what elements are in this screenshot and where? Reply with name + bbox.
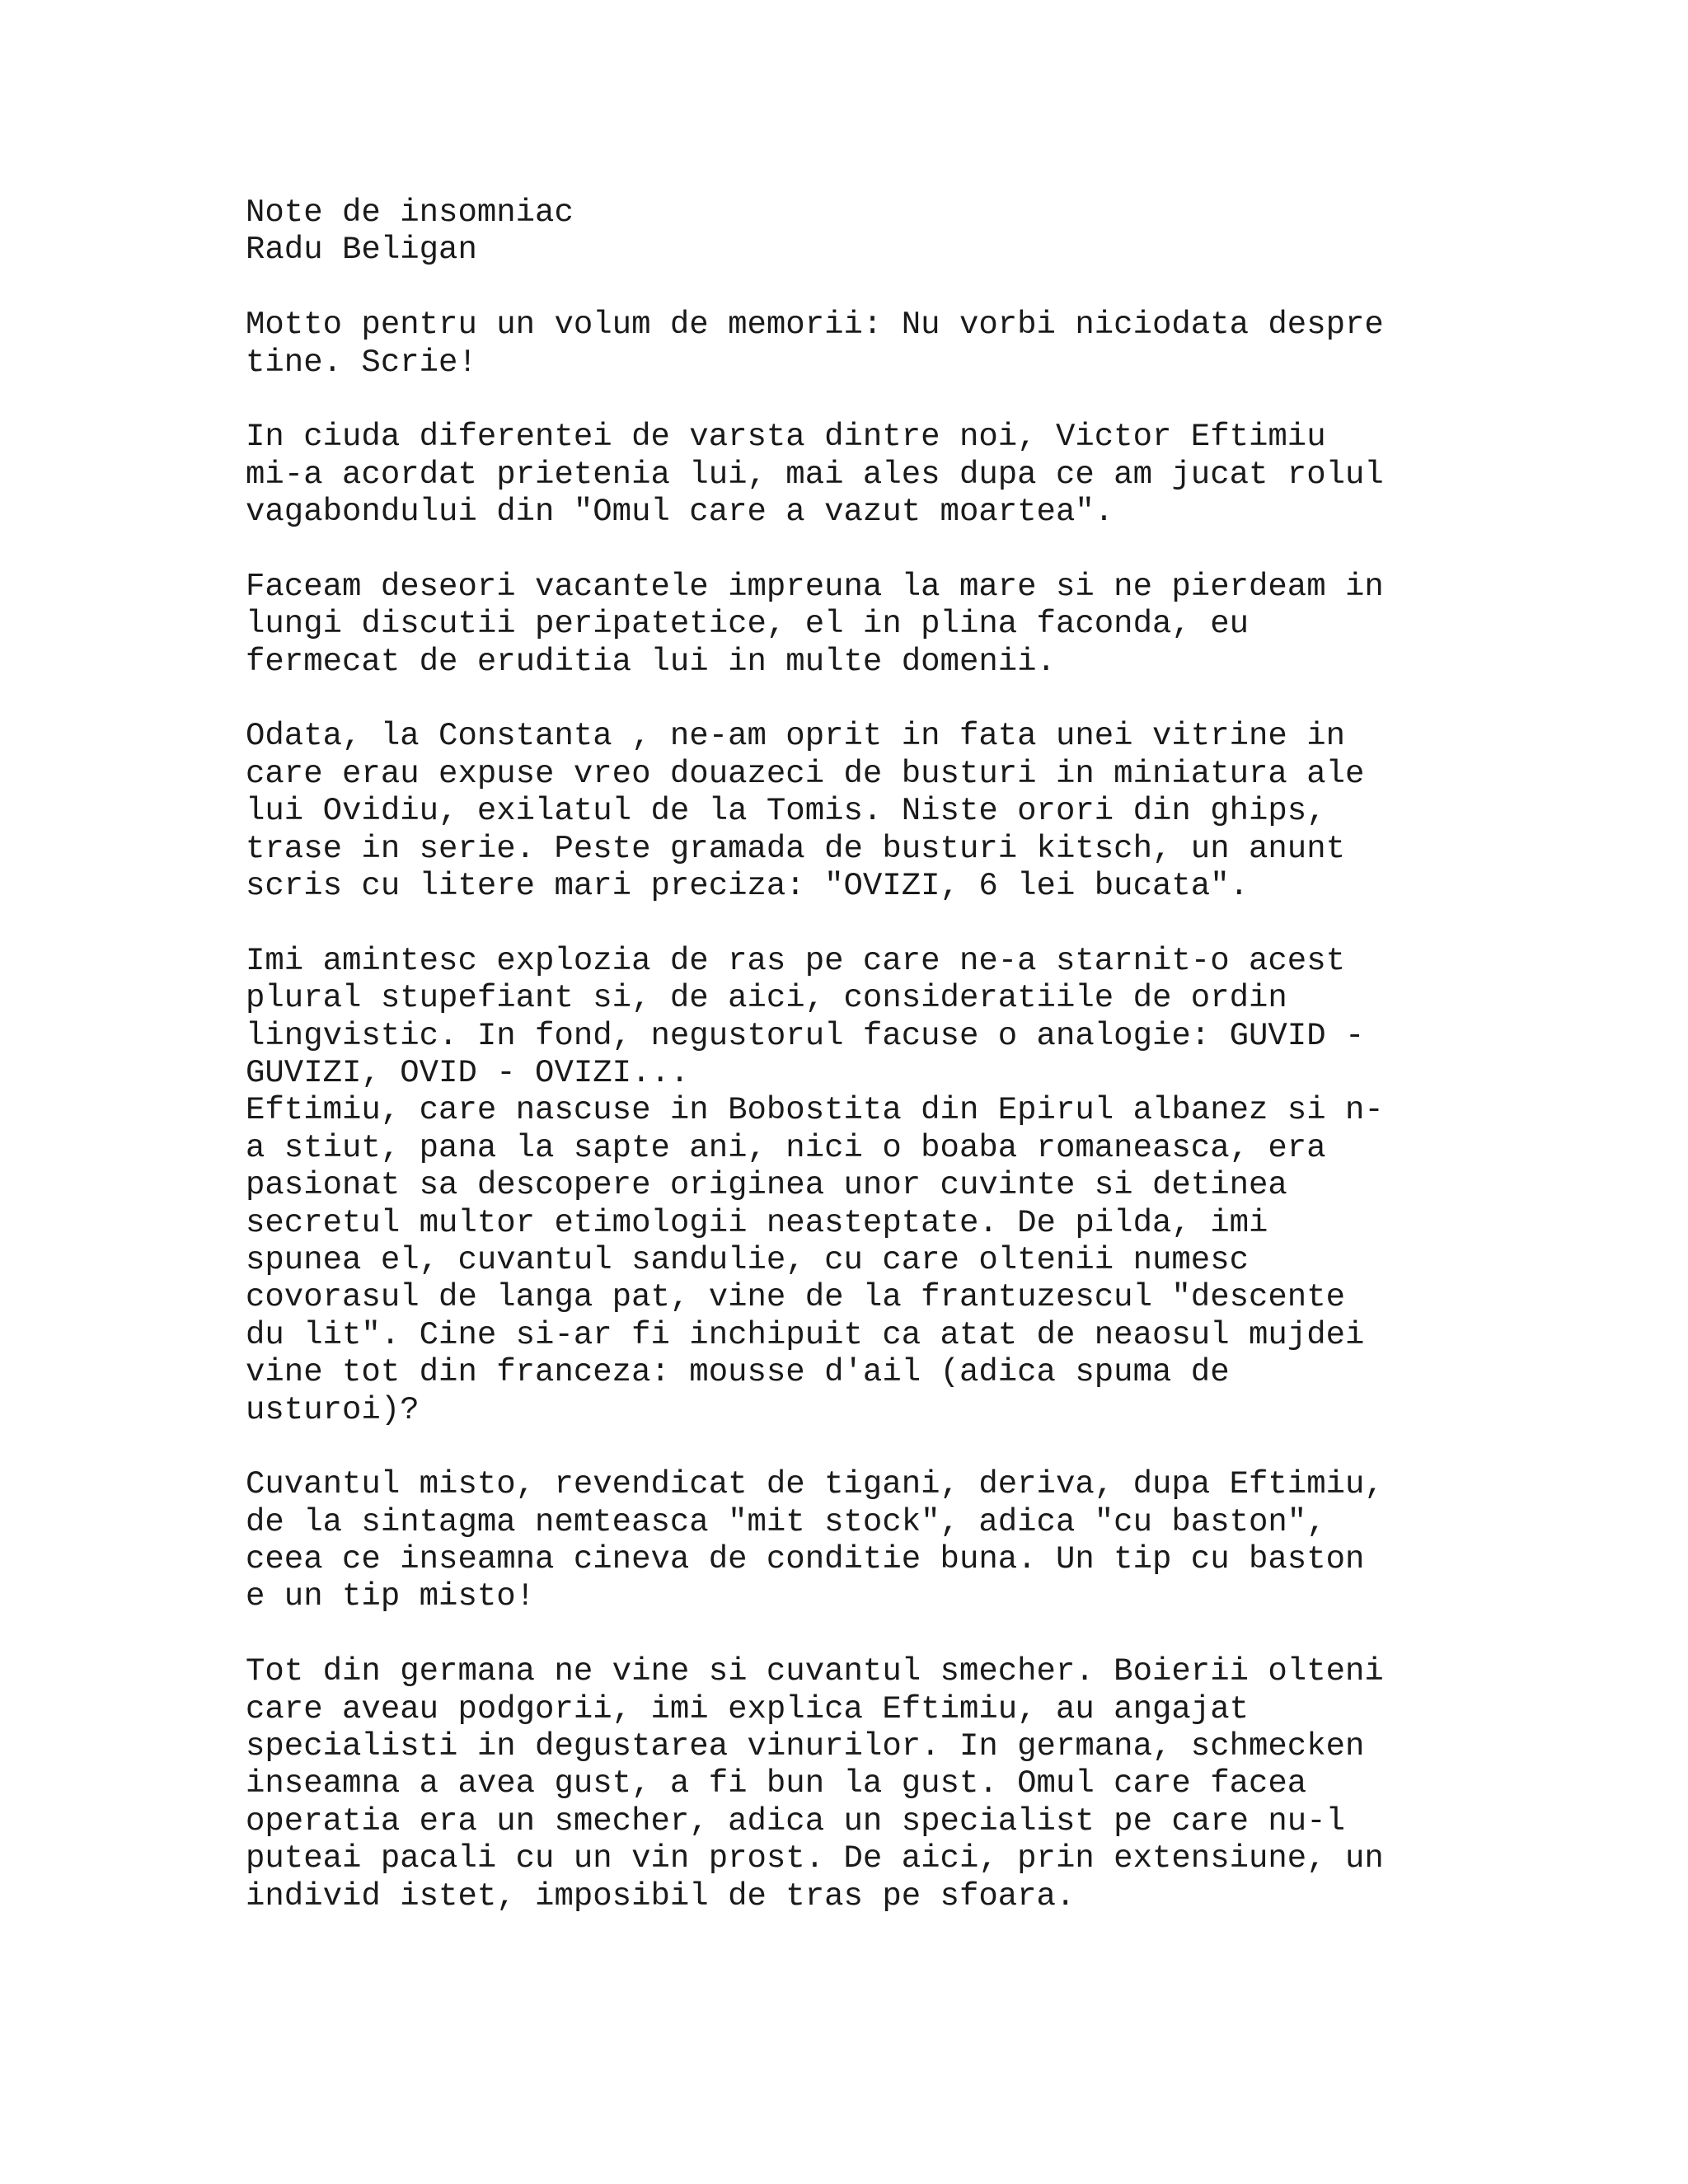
text-line: Eftimiu, care nascuse in Bobostita din Epirul albanez si n- <box>246 1092 1384 1129</box>
paragraph <box>246 718 1449 905</box>
document-page <box>246 194 1449 1952</box>
text-line: tine. Scrie! <box>246 344 477 381</box>
text-line: secretul multor etimologii neasteptate. De pilda, imi <box>246 1204 1268 1241</box>
text-line: In ciuda diferentei de varsta dintre noi, Victor Eftimiu <box>246 419 1326 456</box>
paragraph-motto <box>246 307 1449 382</box>
text-line: lingvistic. In fond, negustorul facuse o analogie: GUVID - <box>246 1017 1365 1054</box>
text-line: Tot din germana ne vine si cuvantul smecher. Boierii olteni <box>246 1653 1384 1690</box>
text-line: scris cu litere mari preciza: "OVIZI, 6 lei bucata". <box>246 868 1249 905</box>
text-line: puteai pacali cu un vin prost. De aici, prin extensiune, un <box>246 1840 1384 1877</box>
paragraph <box>246 1653 1449 1915</box>
paragraph <box>246 1092 1449 1429</box>
text-line: Faceam deseori vacantele impreuna la mare si ne pierdeam in <box>246 568 1384 605</box>
text-line: vagabondului din "Omul care a vazut moartea". <box>246 494 1114 531</box>
text-line: du lit". Cine si-ar fi inchipuit ca atat de neaosul mujdei <box>246 1316 1365 1353</box>
text-line: inseamna a avea gust, a fi bun la gust. Omul care facea <box>246 1765 1307 1802</box>
text-line: lui Ovidiu, exilatul de la Tomis. Niste orori din ghips, <box>246 793 1326 830</box>
paragraph <box>246 1466 1449 1616</box>
text-line: care aveau podgorii, imi explica Eftimiu, au angajat <box>246 1690 1249 1727</box>
text-line: Cuvantul misto, revendicat de tigani, deriva, dupa Eftimiu, <box>246 1466 1384 1503</box>
text-line: care erau expuse vreo douazeci de busturi in miniatura ale <box>246 755 1365 792</box>
document-header <box>246 194 1449 269</box>
text-line: spunea el, cuvantul sandulie, cu care oltenii numesc <box>246 1241 1249 1278</box>
text-line: e un tip misto! <box>246 1578 536 1615</box>
text-line: Motto pentru un volum de memorii: Nu vorbi niciodata despre <box>246 307 1384 344</box>
text-line: mi-a acordat prietenia lui, mai ales dupa ce am jucat rolul <box>246 456 1384 493</box>
document-title: Note de insomniac <box>246 194 574 231</box>
text-line: covorasul de langa pat, vine de la frantuzescul "descente <box>246 1279 1346 1316</box>
text-line: fermecat de eruditia lui in multe domenii. <box>246 643 1056 680</box>
text-line: usturoi)? <box>246 1391 420 1428</box>
text-line: specialisti in degustarea vinurilor. In germana, schmecken <box>246 1728 1365 1765</box>
text-line: GUVIZI, OVID - OVIZI... <box>246 1054 690 1091</box>
text-line: ceea ce inseamna cineva de conditie buna. Un tip cu baston <box>246 1541 1365 1578</box>
text-line: de la sintagma nemteasca "mit stock", adica "cu baston", <box>246 1503 1326 1540</box>
paragraph <box>246 419 1449 531</box>
text-line: Imi amintesc explozia de ras pe care ne-a starnit-o acest <box>246 942 1346 979</box>
paragraph <box>246 569 1449 681</box>
text-line: vine tot din franceza: mousse d'ail (adica spuma de <box>246 1354 1230 1391</box>
paragraph <box>246 943 1449 1093</box>
text-line: individ istet, imposibil de tras pe sfoara. <box>246 1877 1076 1915</box>
text-line: a stiut, pana la sapte ani, nici o boaba romaneasca, era <box>246 1129 1326 1166</box>
text-line: plural stupefiant si, de aici, consideratiile de ordin <box>246 980 1287 1017</box>
text-line: operatia era un smecher, adica un specialist pe care nu-l <box>246 1802 1346 1840</box>
text-line: lungi discutii peripatetice, el in plina faconda, eu <box>246 606 1249 643</box>
text-line: pasionat sa descopere originea unor cuvinte si detinea <box>246 1167 1287 1204</box>
text-line: Odata, la Constanta , ne-am oprit in fata unei vitrine in <box>246 718 1346 755</box>
text-line: trase in serie. Peste gramada de busturi kitsch, un anunt <box>246 830 1346 867</box>
document-author: Radu Beligan <box>246 232 477 269</box>
